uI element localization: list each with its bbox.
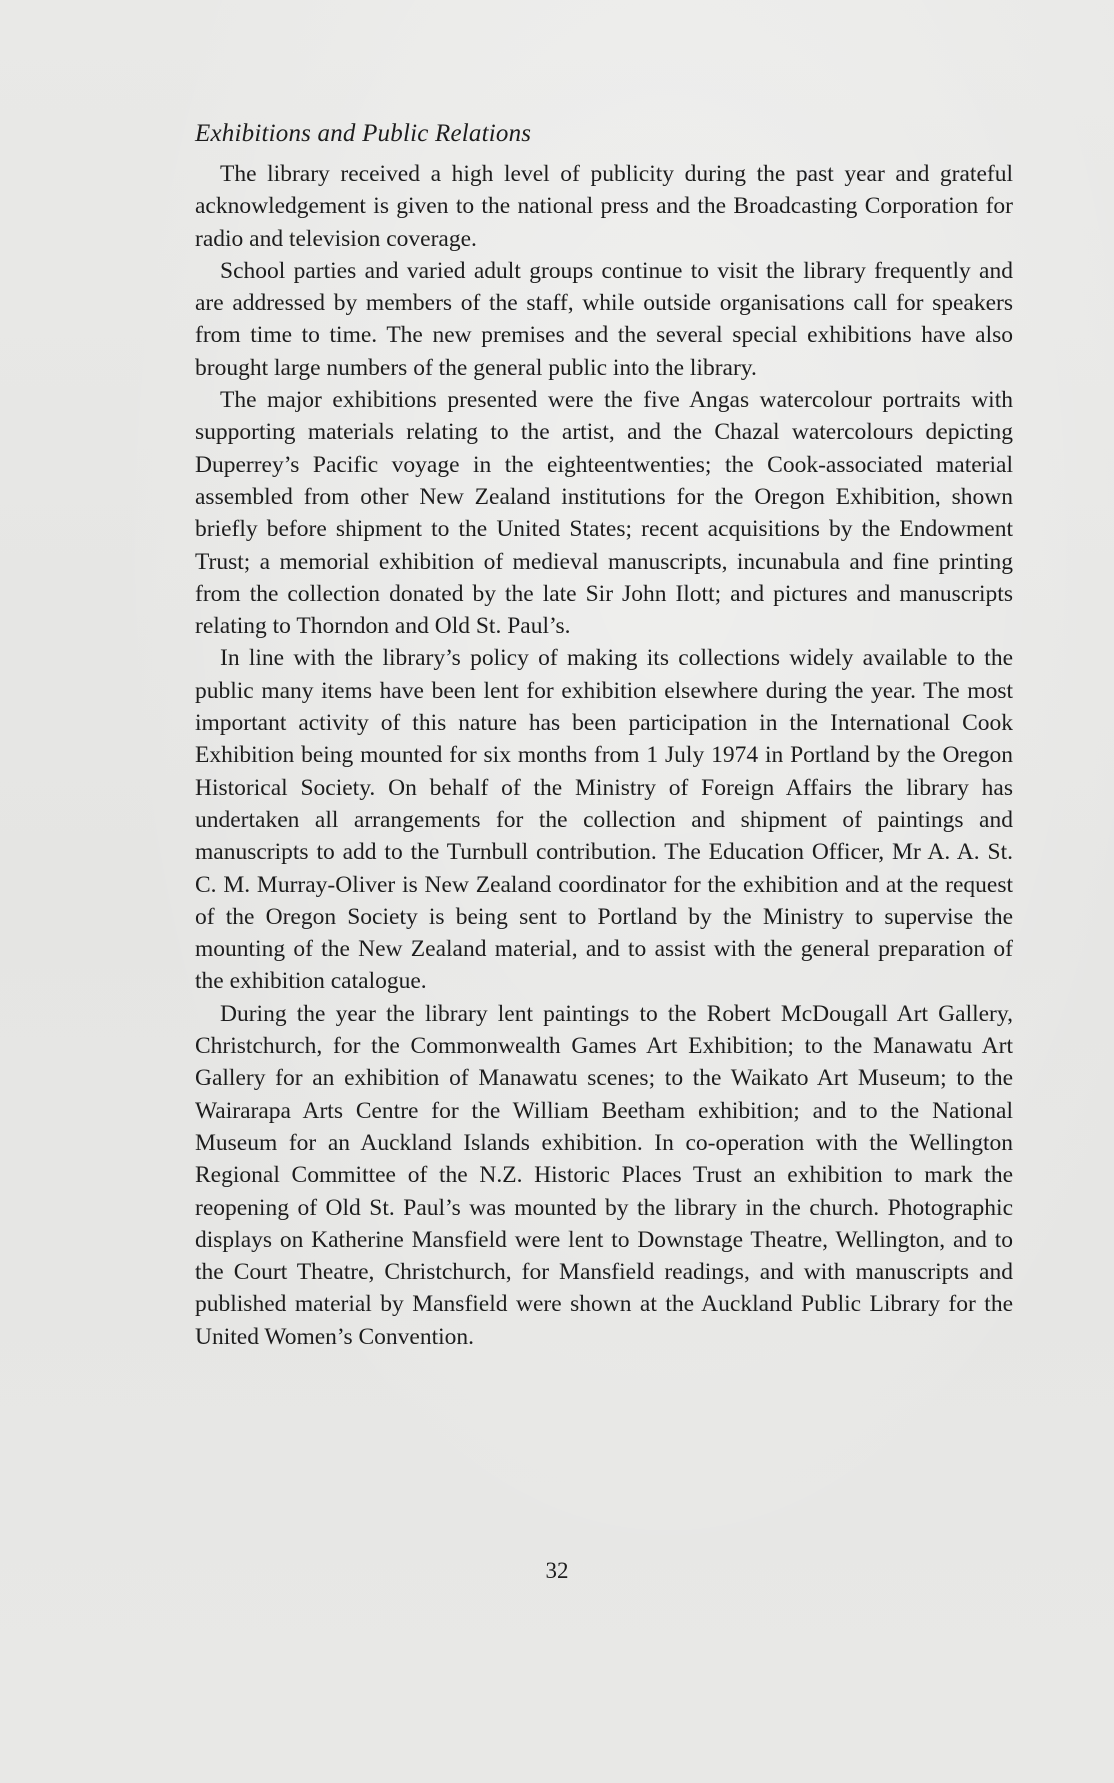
paragraph-major-exhibitions: The major exhibitions presented were the five Angas watercolour portraits with supporting materials relating to the artist, and the Chazal watercolours depicting Duperrey’s Pacific voyage in the eighteentwenties; the Cook-associated material assembled from other New Zealand institutions for the Oregon Exhibition, shown briefly before shipment to the United States; recent acquisitions by the Endowment Trust; a memorial exhibition of medieval manuscripts, incunabula and fine printing from the collection donated by the late Sir John Ilott; and pictures and manuscripts relating to Thorndon and Old St. Paul’s. bbox=[195, 387, 1013, 640]
body-text bbox=[195, 118, 1013, 1353]
paragraph-loans-cook-exhibition: In line with the library’s policy of making its collections widely available to the public many items have been lent for exhibition elsewhere during the year. The most important activity of this nature has been participation in the International Cook Exhibition being mounted for six months from 1 July 1974 in Portland by the Oregon Historical Society. On behalf of the Ministry of Foreign Affairs the library has undertaken all arrangements for the collection and shipment of paintings and manuscripts to add to the Turnbull contribution. The Education Officer, Mr A. A. St. C. M. Murray-Oliver is New Zealand coordinator for the exhibition and at the request of the Oregon Society is being sent to Portland by the Ministry to supervise the mounting of the New Zealand material, and to assist with the general preparation of the exhibition catalogue. bbox=[195, 645, 1013, 995]
section-title: Exhibitions and Public Relations bbox=[195, 120, 532, 147]
paragraph-visitors: School parties and varied adult groups continue to visit the library frequently and are addressed by members of the staff, while outside organisations call for speakers from time to time. The new premises and the several special exhibitions have also brought large numbers of the general public into the library. bbox=[195, 257, 1013, 381]
page-number: 32 bbox=[545, 1558, 569, 1583]
paragraph-publicity: The library received a high level of publicity during the past year and grateful acknowledgement is given to the national press and the Broadcasting Corporation for radio and television coverage. bbox=[195, 161, 1013, 252]
paragraph-paintings-lent: During the year the library lent paintings to the Robert McDougall Art Gallery, Christchurch, for the Commonwealth Games Art Exhibition; to the Manawatu Art Gallery for an exhibition of Manawatu scenes; to the Waikato Art Museum; to the Wairarapa Arts Centre for the William Beetham exhibition; and to the National Museum for an Auckland Islands exhibition. In co-operation with the Wellington Regional Committee of the N.Z. Historic Places Trust an exhibition to mark the reopening of Old St. Paul’s was mounted by the library in the church. Photographic displays on Katherine Mansfield were lent to Downstage Theatre, Wellington, and to the Court Theatre, Christchurch, for Mansfield readings, and with manuscripts and published material by Mansfield were shown at the Auckland Public Library for the United Women’s Convention. bbox=[195, 1000, 1013, 1350]
